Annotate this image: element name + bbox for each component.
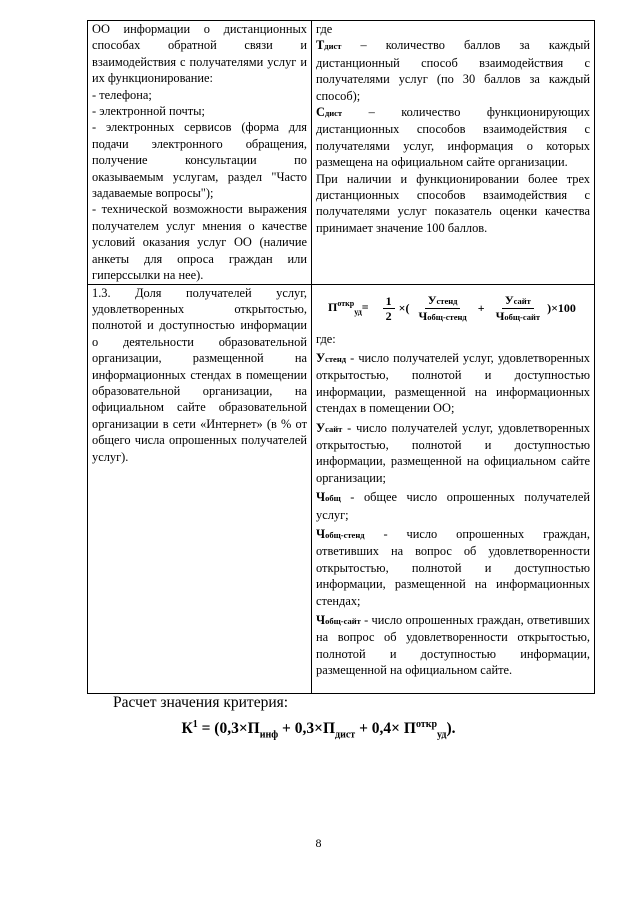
definition-ch-total: Чобщ - общее число опрошенных получателей услуг; [316,490,590,522]
note-text: При наличии и функционировании более трех дистанционных способов взаимодействия с получателями услуг показатель оценки качества принимает значение 100 баллов. [316,171,590,235]
list-item: - телефона; [92,87,152,102]
criterion-formula-cell [312,284,595,693]
where-label: где [316,22,333,36]
definition-ch-site: Чобщ-сайт - число опрошенных граждан, ответивших на вопрос об удовлетворенности открытостью, полнотой и доступностью информации, размещенной на официальном сайте. [316,613,590,678]
table-row [88,21,595,285]
criterion-description-cell [88,21,312,285]
criterion-description-cell [88,284,312,693]
openness-formula: $П^{откр}_{уд}=$ $\frac{1}{2}$ ×( $\frac{\text{Устенд}}{\text{Чобщ-стенд}}$ + $\frac{\text{Усайт}}{\text{Чобщ-сайт}}$ )×100 [328,293,576,323]
criterion-formula-cell [312,21,595,285]
table-row [88,284,595,693]
criterion-text: 1.3. Доля получателей услуг, удовлетворенных открытостью, полнотой и доступностью информации о деятельности образовательной организации, размещенной на информационных стендах в помещении образовательной организации, на официальном сайте образовательной организации в сети «Интернет» (в % от общего числа опрошенных получателей услуг). [92,285,307,464]
page-number: 8 [315,836,322,850]
calculation-label: Расчет значения критерия: [113,694,289,711]
definition-sdist: Сдист – количество функционирующих дистанционных способов взаимодействия с получателями услуг, информация о которых размещена на официальном сайте организации. [316,105,590,170]
criterion-text: ОО информации о дистанционных способах обратной связи и взаимодействия с получателями услуг и их функционирование: [92,22,307,86]
definition-ch-stend: Чобщ-стенд - число опрошенных граждан, ответивших на вопрос об удовлетворенности открытостью, полнотой и доступностью информации, размещенной на информационных стендах; [316,526,590,608]
where-label: где: [316,331,336,346]
definition-u-stend: Устенд - число получателей услуг, удовлетворенных открытостью, полнотой и доступностью информации, размещенной на информационных стендах в помещении ОО; [316,350,590,416]
list-item: - электронных сервисов (форма для подачи электронного обращения, получение консультации по оказываемым услугам, раздел "Часто задаваемые вопросы"); [92,120,307,201]
criteria-table [87,20,595,694]
list-item: - технической возможности выражения получателем услуг мнения о качестве условий оказания услуг ОО (наличие анкеты для опроса граждан или гиперссылки на нее). [92,202,307,283]
definition-u-site: Усайт - число получателей услуг, удовлетворенных открытостью, полнотой и доступностью информации, размещенной на официальном сайте организации; [316,420,590,485]
criterion-formula: $К^1 = (0,3\times П_{инф} + 0,3\times П_{дист} + 0,4\times П^{откр}_{уд})$. [181,719,456,741]
definition-tdist: Тдист – количество баллов за каждый дистанционный способ взаимодействия с получателями услуг (по 30 баллов за каждый способ); [316,38,590,103]
list-item: - электронной почты; [92,104,205,119]
